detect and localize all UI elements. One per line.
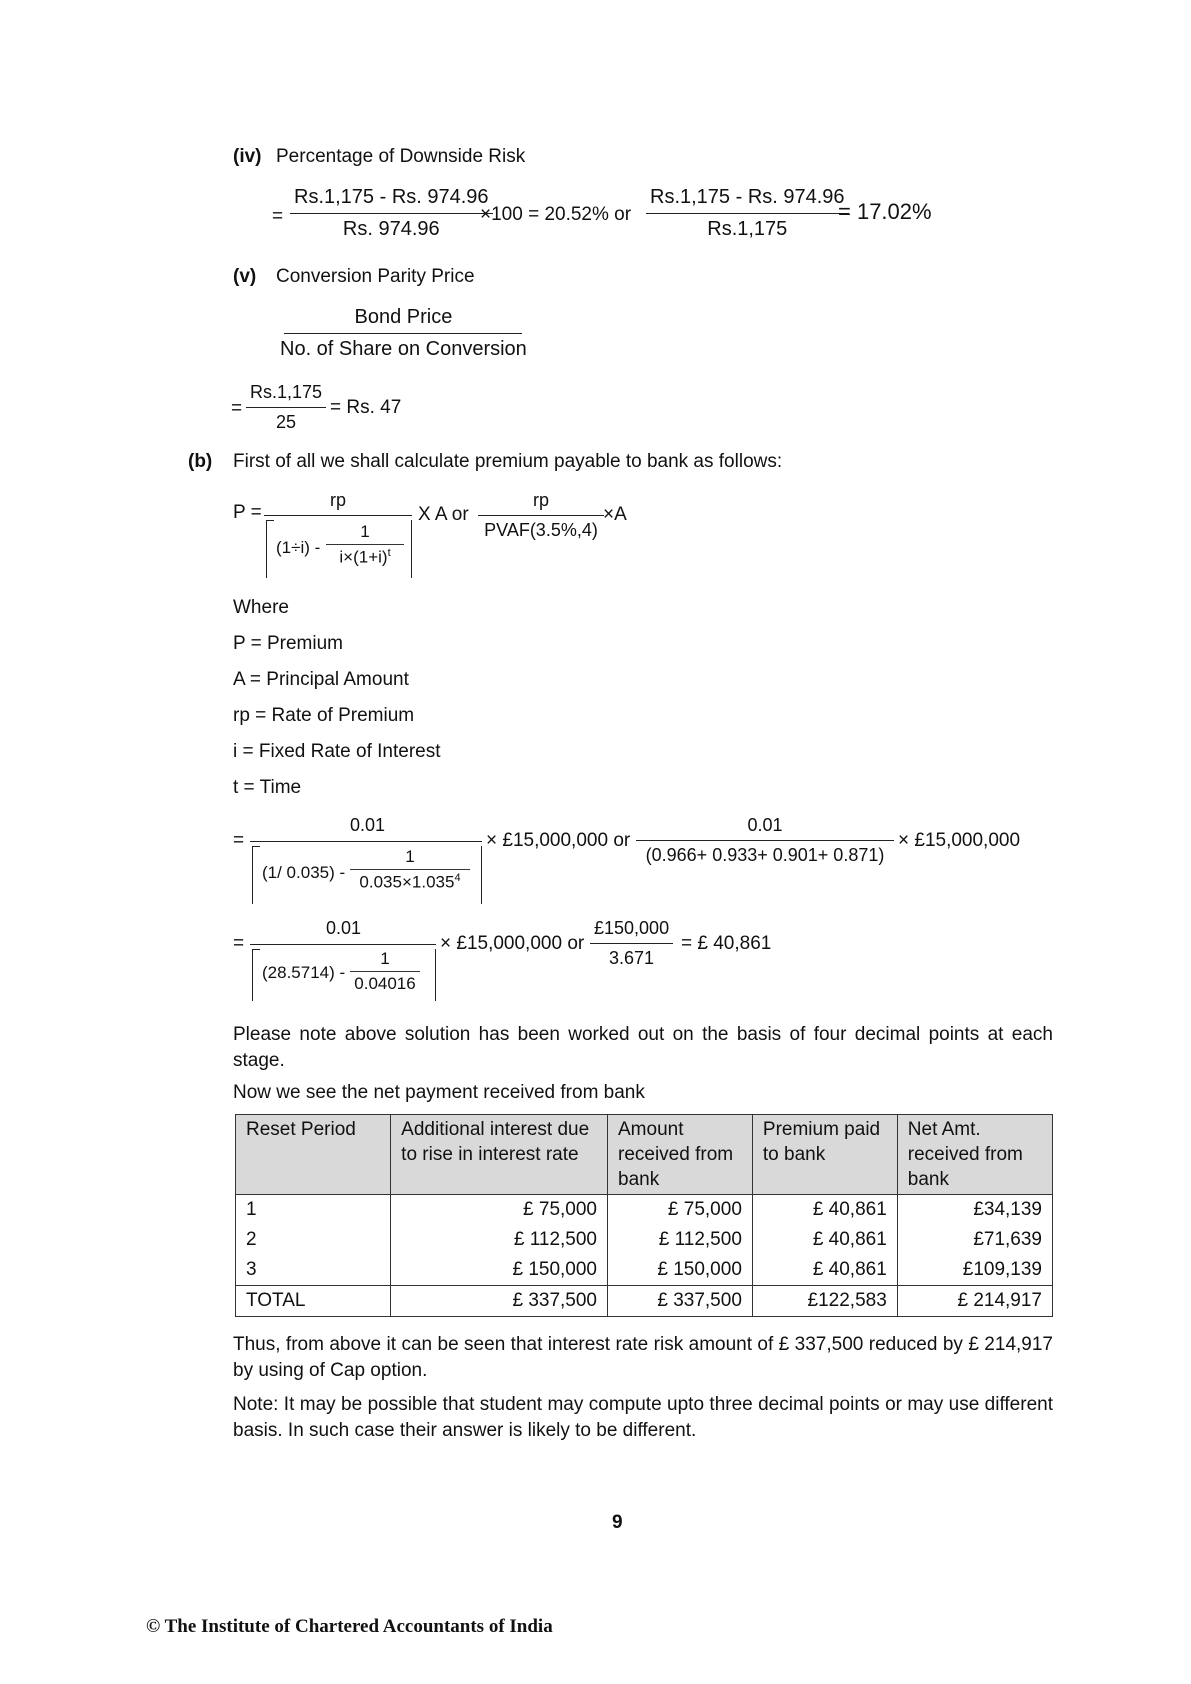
step2-alt-fraction: [590, 918, 673, 969]
step1-bracket-numerator: 1: [350, 847, 470, 870]
v-calc-denominator: 25: [276, 412, 297, 432]
step1-bracket-fraction: [350, 847, 470, 893]
table-cell: £ 337,500: [608, 1286, 753, 1317]
table-cell: £ 40,861: [752, 1195, 897, 1226]
step2-alt-numerator: £150,000: [590, 918, 673, 944]
step1-alt-fraction: [636, 815, 894, 866]
table-cell: £ 40,861: [752, 1225, 897, 1255]
table-cell: £ 112,500: [608, 1225, 753, 1255]
definition-item: P = Premium: [233, 633, 343, 654]
page-number: 9: [612, 1512, 623, 1533]
table-cell: £ 337,500: [391, 1286, 608, 1317]
v-formula-numerator: Bond Price: [284, 306, 522, 334]
step2-equals: =: [233, 933, 245, 954]
table-header-row: [236, 1115, 1053, 1195]
definition-item: t = Time: [233, 777, 302, 798]
premium-formula-bar: [264, 515, 412, 516]
premium-bracket-fraction: [326, 522, 404, 568]
v-formula-denominator: No. of Share on Conversion: [280, 338, 527, 360]
premium-alt-denominator: PVAF(3.5%,4): [484, 520, 598, 540]
step2-result: = £ 40,861: [681, 933, 772, 954]
definition-item: rp = Rate of Premium: [233, 705, 415, 726]
step2-bracket-numerator: 1: [350, 949, 420, 972]
table-row: [236, 1195, 1053, 1226]
table-header-cell: Net Amt. received from bank: [897, 1115, 1052, 1195]
v-calc-equals: =: [231, 398, 243, 419]
step2-middle: × £15,000,000 or: [440, 933, 585, 954]
premium-bracket-left: (1÷i) -: [276, 538, 321, 557]
table-cell: £ 40,861: [752, 1255, 897, 1286]
v-calc-numerator: Rs.1,175: [246, 382, 326, 408]
step2-bracket-denominator: 0.04016: [354, 974, 416, 993]
part-b-intro: First of all we shall calculate premium payable to bank as follows:: [233, 451, 783, 472]
item-iv-label: (iv): [233, 146, 262, 167]
item-iv-title: Percentage of Downside Risk: [276, 146, 526, 167]
v-formula-fraction: [276, 306, 531, 361]
step1-middle: × £15,000,000 or: [486, 830, 631, 851]
table-header-cell: Amount received from bank: [608, 1115, 753, 1195]
where-label: Where: [233, 597, 289, 618]
step2-bar: [250, 944, 436, 945]
iv-fraction-2-numerator: Rs.1,175 - Rs. 974.96: [646, 186, 849, 214]
iv-fraction-1-numerator: Rs.1,175 - Rs. 974.96: [290, 186, 493, 214]
note-decimal-points: Please note above solution has been worked out on the basis of four decimal points at each stage.: [233, 1024, 1053, 1071]
table-cell: £71,639: [897, 1225, 1052, 1255]
step2-bracket-left: (28.5714) -: [262, 963, 346, 982]
step1-bar: [250, 841, 482, 842]
step2-numerator: 0.01: [326, 918, 362, 938]
step1-bracket-exponent: 4: [454, 872, 461, 884]
footer-copyright: © The Institute of Chartered Accountants of India: [146, 1616, 553, 1637]
step1-alt-numerator: 0.01: [636, 815, 894, 841]
table-header-cell: Premium paid to bank: [752, 1115, 897, 1195]
table-cell: £ 75,000: [391, 1195, 608, 1226]
table-row: [236, 1255, 1053, 1286]
table-cell: 2: [236, 1225, 391, 1255]
iv-result: = 17.02%: [838, 199, 932, 224]
part-b-label: (b): [188, 451, 213, 472]
table-row: [236, 1225, 1053, 1255]
table-cell: £109,139: [897, 1255, 1052, 1286]
table-cell: TOTAL: [236, 1286, 391, 1317]
premium-formula-middle: X A or: [418, 504, 469, 525]
table-cell: 3: [236, 1255, 391, 1286]
premium-alt-numerator: rp: [478, 490, 604, 516]
item-v-label: (v): [233, 266, 257, 287]
step1-bracket-denominator-text: 0.035×1.035: [359, 872, 455, 892]
step1-numerator: 0.01: [350, 815, 386, 835]
net-payment-intro: Now we see the net payment received from bank: [233, 1082, 645, 1103]
premium-bracket-numerator: 1: [326, 522, 404, 545]
definition-item: i = Fixed Rate of Interest: [233, 741, 441, 762]
premium-bracket-exponent: t: [387, 547, 391, 559]
step1-bracket-denominator: [355, 870, 464, 893]
premium-bracket-denominator: [335, 545, 394, 568]
table-cell: £122,583: [752, 1286, 897, 1317]
table-cell: £34,139: [897, 1195, 1052, 1226]
premium-formula-alt-tail: ×A: [603, 504, 627, 525]
iv-middle-expression: ×100 = 20.52% or: [480, 204, 632, 225]
iv-fraction-1-denominator: Rs. 974.96: [342, 218, 440, 240]
v-calc-fraction: [246, 382, 326, 433]
table-header-cell: Reset Period: [236, 1115, 391, 1195]
iv-fraction-2-denominator: Rs.1,175: [707, 218, 788, 240]
table-header-cell: Additional interest due to rise in interest rate: [391, 1115, 608, 1195]
table-cell: £ 150,000: [391, 1255, 608, 1286]
step1-equals: =: [233, 830, 245, 851]
premium-formula-numerator: rp: [330, 490, 347, 510]
step1-tail: × £15,000,000: [898, 830, 1021, 851]
step1-bracket-left: (1/ 0.035) -: [262, 863, 346, 882]
table-cell: £ 75,000: [608, 1195, 753, 1226]
iv-equals: =: [272, 206, 284, 227]
premium-formula-alt-fraction: [478, 490, 604, 541]
table-cell: 1: [236, 1195, 391, 1226]
table-cell: £ 214,917: [897, 1286, 1052, 1317]
v-calc-result: = Rs. 47: [330, 397, 402, 418]
step2-bracket-fraction: [350, 949, 420, 994]
conclusion-text: Thus, from above it can be seen that interest rate risk amount of £ 337,500 reduced by £ 214,917 by using of Cap option.: [233, 1334, 1053, 1381]
table-cell: £ 112,500: [391, 1225, 608, 1255]
definition-item: A = Principal Amount: [233, 669, 409, 690]
net-payment-table: [235, 1114, 1053, 1317]
step2-alt-denominator: 3.671: [609, 948, 655, 968]
iv-fraction-2: [646, 186, 849, 241]
note-different-basis: Note: It may be possible that student may compute upto three decimal points or may use different basis. In such case their answer is likely to be different.: [233, 1394, 1053, 1441]
step1-alt-denominator: (0.966+ 0.933+ 0.901+ 0.871): [645, 845, 885, 865]
table-total-row: [236, 1286, 1053, 1317]
premium-formula-lhs: P =: [233, 502, 262, 523]
iv-fraction-1: [290, 186, 493, 241]
table-cell: £ 150,000: [608, 1255, 753, 1286]
premium-bracket-denominator-text: i×(1+i): [339, 547, 388, 567]
item-v-title: Conversion Parity Price: [276, 266, 475, 287]
